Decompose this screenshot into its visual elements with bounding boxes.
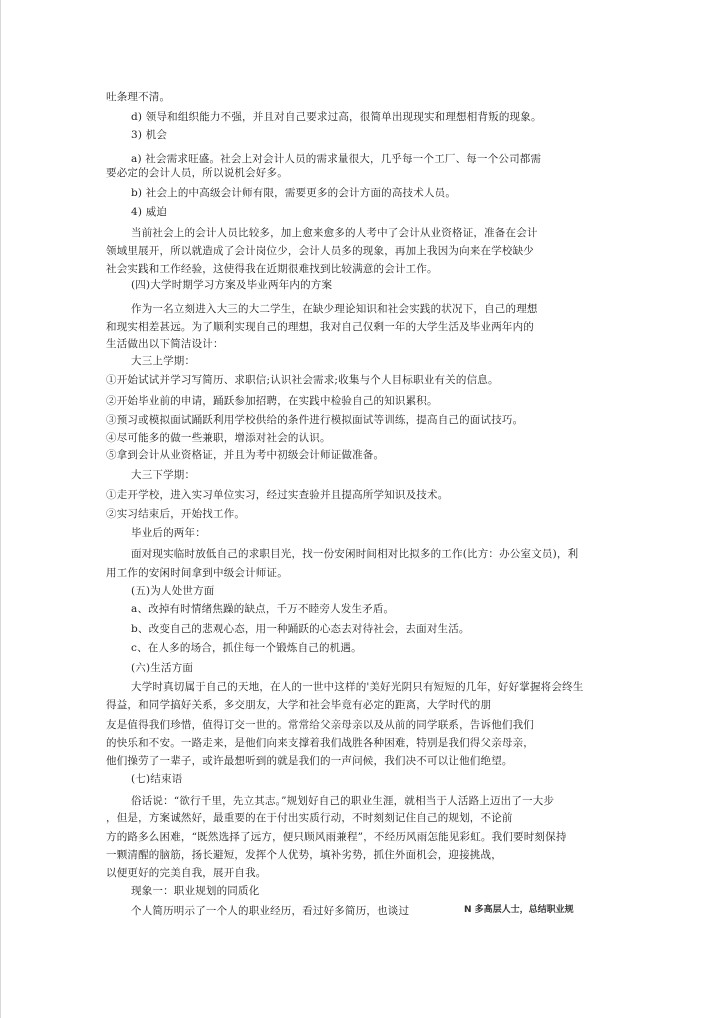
section-heading: (四)大学时期学习方案及毕业两年内的方案	[131, 279, 333, 291]
section-heading: (六)生活方面	[131, 662, 194, 674]
subheading: 毕业后的两年：	[131, 527, 206, 539]
text-line: c、在人多的场合，抓住每一个锻炼自己的机遇。	[131, 642, 362, 654]
subheading: 大三上学期：	[131, 355, 196, 367]
text-line: 面对现实临时放低自己的求职目光，找一份安闲时间相对比拟多的工作(比方：办公室文员)，利	[131, 548, 579, 560]
text-line: 生活做出以下简洁设计：	[106, 338, 224, 350]
text-line: 领域里展开，所以就造成了会计岗位少，会计人员多的现象，再加上我因为向来在学校缺少	[106, 245, 534, 257]
text-line: a、改掉有时情绪焦躁的缺点，千万不睦旁人发生矛盾。	[131, 603, 395, 615]
text-line: a) 社会需求旺盛。社会上对会计人员的需求量很大，几乎每一个工厂、每一个公司都需	[131, 153, 542, 165]
text-line: ，但是，方案诚然好，最重要的在于付出实质行动，不时刻刻记住自己的规划，不论前	[106, 812, 513, 824]
text-line: 他们操劳了一辈子，或许最想听到的就是我们的一声问候，我们决不可以让他们绝望。	[106, 755, 513, 767]
text-line: 俗话说：“欲行千里，先立其志。”规划好自己的职业生涯，就相当于人活路上迈出了一大步	[131, 795, 555, 807]
line-continuation: N 多高层人士，总结职业规	[464, 905, 574, 915]
section-heading: (五)为人处世方面	[131, 585, 215, 597]
text-line: 当前社会上的会计人员比较多，加上愈来愈多的人考中了会计从业资格证，准备在会计	[131, 227, 538, 239]
text-line: 吐条理不清。	[106, 91, 171, 103]
section-heading: (七)结束语	[131, 773, 183, 785]
text-line: 大学时真切属于自己的天地，在人的一世中这样的'美好光阴只有短短的几年，好好掌握将会终生	[131, 681, 584, 693]
text-line: 的快乐和不安。一路走来，是他们向来支撑着我们战胜各种困难，特别是我们得父亲母亲，	[106, 737, 534, 749]
text-line: 作为一名立刻进入大三的大二学生，在缺少理论知识和社会实践的状况下，自己的理想	[131, 303, 538, 315]
text-line: 以便更好的完美自我，展开自我。	[106, 867, 267, 879]
text-line: b、改变自己的悲观心态，用一种踊跃的心态去对待社会，去面对生活。	[131, 623, 470, 635]
list-item: ③预习或模拟面试踊跃利用学校供给的条件进行模拟面试等训练，提高自己的面试技巧。	[106, 414, 524, 426]
text-line: 个人简历明示了一个人的职业经历，看过好多简历，也谈过	[131, 905, 410, 917]
text-line: 社会实践和工作经验，这使得我在近期很难找到比较满意的会计工作。	[106, 263, 438, 275]
text-line: 一颗清醒的脑筋，扬长避短，发挥个人优势，填补劣势，抓住外面机会，迎接挑战，	[106, 849, 502, 861]
text-line: 得益，和同学搞好关系，多交朋友，大学和社会毕竟有必定的距离，大学时代的朋	[106, 699, 492, 711]
list-item: ②开始毕业前的申请，踊跃参加招聘，在实践中检验自己的知识累积。	[106, 395, 438, 407]
text-line: 友是值得我们珍惜，值得订交一世的。常常给父亲母亲以及从前的同学联系，告诉他们我们	[106, 719, 534, 731]
text-line: 要必定的会计人员，所以说机会好多。	[106, 167, 288, 179]
list-item: ②实习结束后，开始找工作。	[106, 508, 246, 520]
list-item: ①开始试试并学习写简历、求职信;认识社会需求;收集与个人目标职业有关的信息。	[106, 374, 499, 386]
subheading: 大三下学期：	[131, 469, 196, 481]
subheading: 现象一：职业规划的同质化	[131, 885, 260, 897]
text-line: 和现实相差甚远。为了顺利实现自己的理想，我对自己仅剩一年的大学生活及毕业两年内的	[106, 321, 534, 333]
list-item: ⑤拿到会计从业资格证，并且为考中初级会计师证做准备。	[106, 449, 385, 461]
text-line: 用工作的安闲时间拿到中级会计师证。	[106, 567, 288, 579]
text-line: b) 社会上的中高级会计师有限，需要更多的会计方面的高技术人员。	[131, 187, 457, 199]
text-line: 方的路多么困难，“既然选择了远方，便只顾风雨兼程”，不经历风雨怎能见彩虹。我们要时刻保持	[106, 831, 567, 843]
list-item: ④尽可能多的做一些兼职，增添对社会的认识。	[106, 432, 331, 444]
text-line: 3) 机会	[131, 129, 168, 141]
list-item: ①走开学校，进入实习单位实习，经过实查验并且提高所学知识及技术。	[106, 489, 449, 501]
text-line: d) 领导和组织能力不强，并且对自己要求过高，很简单出现现实和理想相背叛的现象。	[131, 111, 542, 123]
text-line: 4) 威迫	[131, 206, 168, 218]
